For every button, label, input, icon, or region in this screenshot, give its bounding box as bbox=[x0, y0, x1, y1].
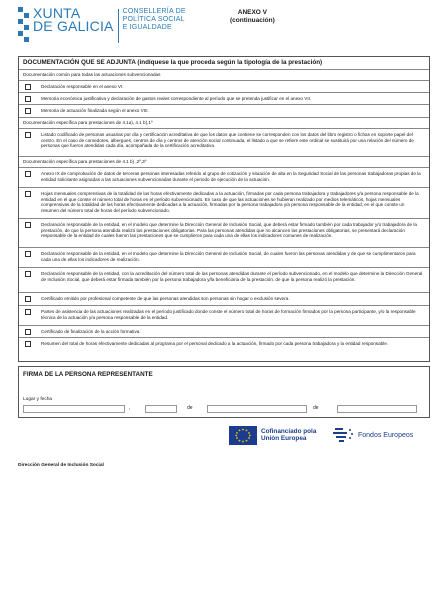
checkbox[interactable] bbox=[25, 84, 31, 90]
logo-wordmark: XUNTA DE GALICIA bbox=[33, 5, 114, 34]
checkbox[interactable] bbox=[25, 251, 31, 257]
checklist-item: Declaración responsable en el anexo VI. bbox=[19, 80, 429, 92]
eu-cofunding-logo bbox=[229, 423, 329, 447]
checklist-item: Declaración responsable de la entidad, en el modelo que determine la Dirección General de Inclusión Social, que deberá estar firmado también por cada trabajador y/o trabajadora de la prestación, de que la persona atendida realizó las prestaciones obligatorias. Para las personas atendidas que no alcancen las prestaciones obligatorias, se presentará declaración responsable de la entidad de cuales fueron las prestaciones que se cumplieron para cada una de ellas los indicadores comunes de realización. bbox=[19, 218, 429, 247]
checklist-item: Certificado emitido por profesional competente de que las personas atendidas son personas sin hogar o exclusión severa. bbox=[19, 292, 429, 305]
day-input[interactable] bbox=[145, 405, 177, 413]
european-funds-text: Fondos Europeos bbox=[358, 431, 414, 439]
checkbox[interactable] bbox=[25, 271, 31, 277]
checkbox[interactable] bbox=[25, 96, 31, 102]
checklist-item: Declaración responsable de la entidad, en el modelo que determine la Dirección General de Inclusión Social, de cuales fueron las personas atendidas y de que se cumplimentaron para cada una de ellas los indicadores de realización. bbox=[19, 247, 429, 267]
annex-title: ANEXO V bbox=[237, 9, 268, 16]
galicia-flag-icon bbox=[18, 7, 30, 45]
eu-flag-icon bbox=[229, 426, 257, 445]
checklist-item: Hojas mensuales comprensivas de la totalidad de las horas efectivamente dedicadas a la actuación, firmadas por cada persona trabajadora y trabajadores y/a persona responsable de la entidad en el que conste el número total de horas en el período subvencionado. En caso de que las actuaciones se hubieran realizado por medios telemáticos, hojas mensuales comprensivas de la totalidad de las horas efectivamente dedicadas a la actuación, firmadas por la persona trabajadora y/a persona responsable de la entidad, en el que conste un resumen del número total de horas del período subvencionado. bbox=[19, 187, 429, 218]
european-funds-icon bbox=[333, 427, 355, 443]
signature-title: FIRMA DE LA PERSONA REPRESENTANTE bbox=[23, 371, 153, 378]
checkbox[interactable] bbox=[25, 309, 31, 315]
checkbox[interactable] bbox=[25, 329, 31, 335]
section-heading-specific-2: Documentación específica para prestaciones de 4.1 b) ,2º,3º bbox=[19, 156, 429, 167]
logo-divider bbox=[118, 9, 119, 43]
checklist-item: Memoria económica justificativa y declaración de gastos reales correspondiente al período que se pretenda justificar en el anexo VII. bbox=[19, 92, 429, 104]
checklist-item: Anexo IX de comprobación de datos de terceras personas interesadas referido al grupo de cotización y situación de alta en la Seguridad Social de las personas trabajadoras propias de la entidad solicitante asignadas a las actuaciones subvencionadas durante el periodo de ejecución de la actuación. bbox=[19, 167, 429, 187]
documentation-section bbox=[18, 56, 430, 362]
footer-department: Dirección General de Inclusión Social bbox=[18, 463, 104, 468]
page-header bbox=[18, 6, 428, 50]
checklist-item: Memoria de actuación finalizada según el anexo VIII. bbox=[19, 104, 429, 117]
checkbox[interactable] bbox=[25, 191, 31, 197]
place-input[interactable] bbox=[23, 405, 125, 413]
eu-cofunding-text: Cofinanciado pola Unión Europea bbox=[261, 427, 317, 442]
european-funds-logo bbox=[333, 427, 413, 443]
checklist-item: Declaración responsable de la entidad, con la acreditación del número total de las personas atendidas durante el período subvencionado, en el modelo que determine la Dirección General de Inclusión Social, que deberá estar firmada también por la persona trabajadora y/la beneficiaria de la prestación, de que la persona realizó la prestación. bbox=[19, 267, 429, 292]
signature-section bbox=[18, 366, 430, 418]
section-title: DOCUMENTACIÓN QUE SE ADJUNTA (indíquese la que proceda según la tipología de la prestación) bbox=[23, 59, 323, 66]
checkbox[interactable] bbox=[25, 108, 31, 114]
checkbox[interactable] bbox=[25, 222, 31, 228]
year-input[interactable] bbox=[337, 405, 417, 413]
checkbox[interactable] bbox=[25, 296, 31, 302]
separator-de-2: de bbox=[313, 405, 319, 411]
department-name: CONSELLERÍA DE POLÍTICA SOCIAL E IGUALDADE bbox=[122, 8, 186, 31]
annex-heading bbox=[230, 9, 275, 25]
checklist-item: Resumen del total de horas efectivamente dedicadas al programa por el personal dedicado a la actuación, firmado por cada persona trabajadora y la entidad responsable. bbox=[19, 337, 429, 361]
checkbox[interactable] bbox=[25, 341, 31, 347]
section-heading-specific-1: Documentación específica para prestaciones de 4.1a), 4.1 b),1º bbox=[19, 117, 429, 128]
checkbox[interactable] bbox=[25, 132, 31, 138]
separator-comma: , bbox=[129, 405, 131, 411]
xunta-logo bbox=[18, 6, 186, 45]
checklist-item: Partes de asistencia de las actuaciones realizadas en el período justificado donde conste el número total de horas de formación firmados por la persona participante, y/o la responsable técnica de la actuación y/a persona responsable de la entidad. bbox=[19, 305, 429, 325]
section-heading-common: Documentación común para todas las actuaciones subvencionadas bbox=[19, 69, 429, 80]
checklist-item: Listado codificado de personas usuarias por día y certificación acreditativa de que los datos que contiene se corresponden con los datos del libro registro o fichas en soporte papel del centro. En el caso de comedores, albergues, centros de día y centros de atención social continuada, el listado a que se refiere este ordinal se sustituirá por una relación del número de personas que fueron atendidas cada día, acompañada de la certificación acreditativa. bbox=[19, 128, 429, 156]
checkbox[interactable] bbox=[25, 171, 31, 177]
month-input[interactable] bbox=[207, 405, 307, 413]
separator-de-1: de bbox=[187, 405, 193, 411]
annex-subtitle: (continuación) bbox=[230, 17, 275, 24]
checklist-item: Certificado de finalización de la acción formativa. bbox=[19, 325, 429, 337]
place-date-label: Lugar y fecha bbox=[23, 397, 53, 402]
